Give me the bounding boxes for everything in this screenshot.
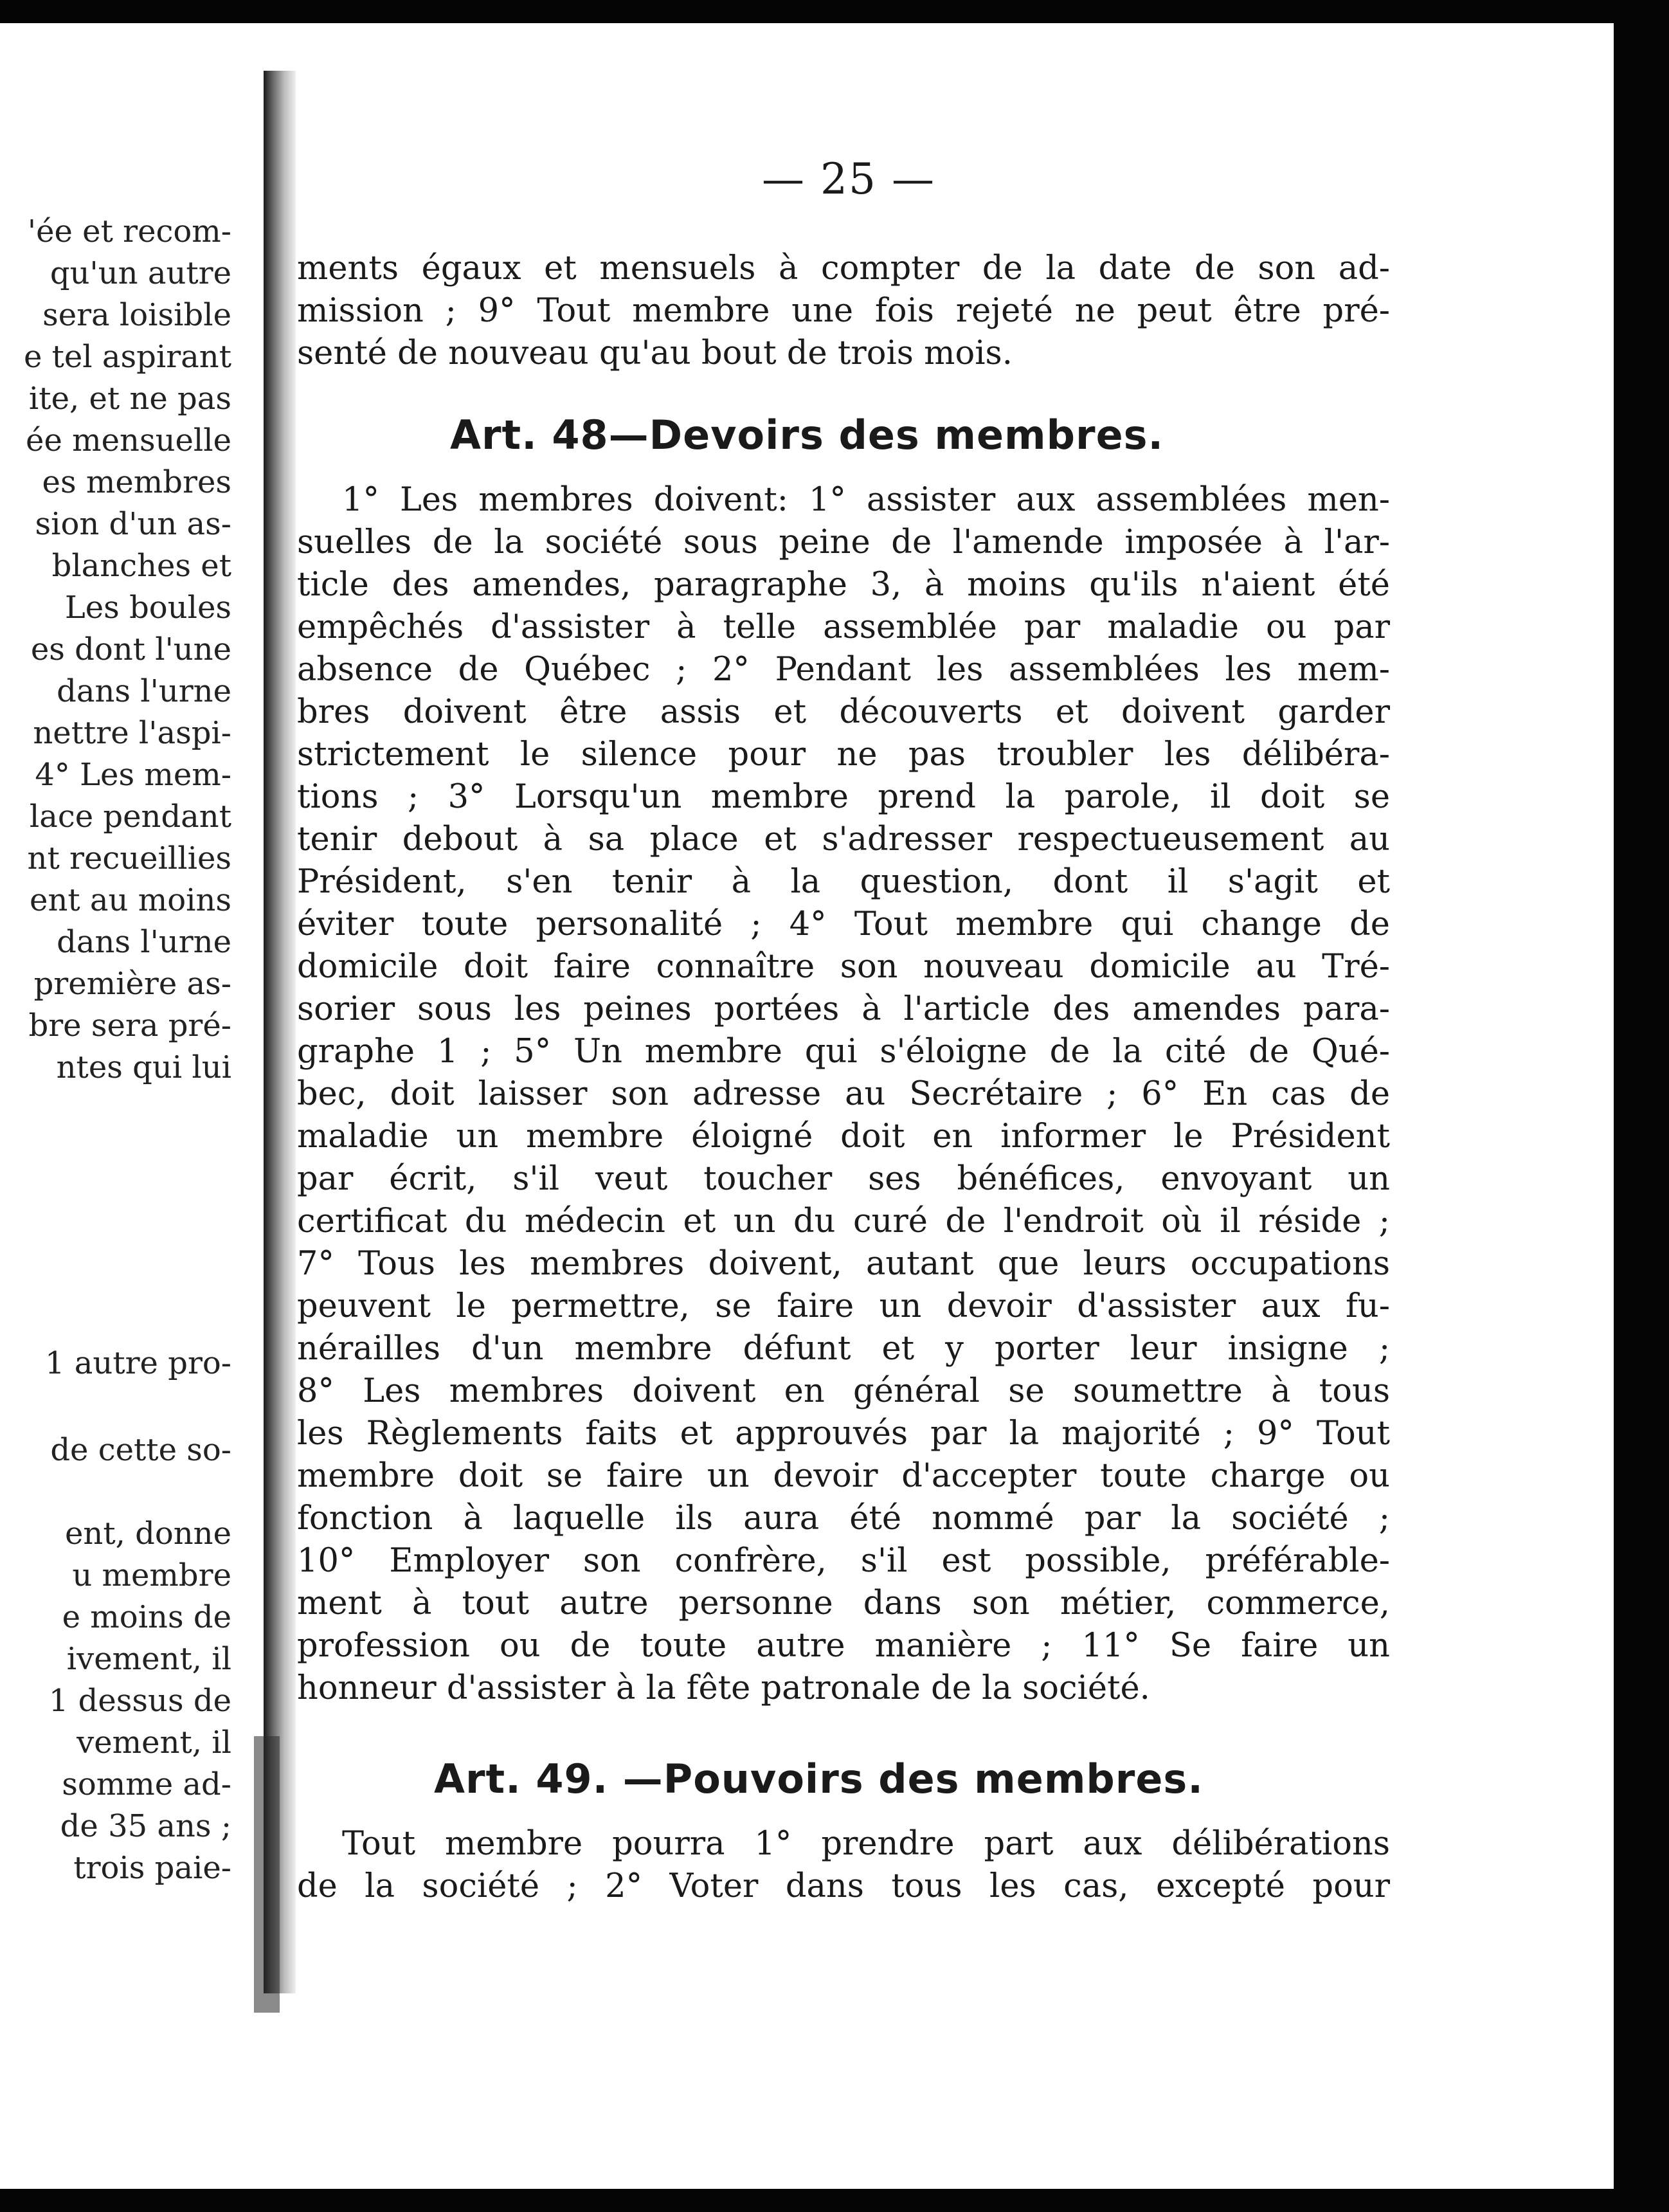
text-line: bec, doit laisser son adresse au Secrétaire ; 6° En cas de	[297, 1075, 1390, 1113]
article-49-heading: Art. 49. —Pouvoirs des membres.	[434, 1755, 1204, 1802]
text-line: 1° Les membres doivent: 1° assister aux assemblées men-	[342, 481, 1390, 519]
facing-line: nt recueillies	[27, 840, 231, 876]
text-line: fonction à laquelle ils aura été nommé par la société ;	[297, 1500, 1390, 1537]
facing-line: u membre	[72, 1557, 231, 1593]
text-line: éviter toute personalité ; 4° Tout membre qui change de	[297, 905, 1390, 943]
text-line: tenir debout à sa place et s'adresser respectueusement au	[297, 820, 1390, 858]
article-48-heading: Art. 48—Devoirs des membres.	[450, 412, 1164, 458]
text-line: empêchés d'assister à telle assemblée par maladie ou par	[297, 608, 1390, 646]
text-line: honneur d'assister à la fête patronale de la société.	[297, 1669, 1150, 1707]
facing-line: dans l'urne	[57, 924, 231, 960]
intro-paragraph	[297, 248, 1390, 375]
text-line: absence de Québec ; 2° Pendant les assemblées les mem-	[297, 651, 1390, 689]
text-line: graphe 1 ; 5° Un membre qui s'éloigne de la cité de Qué-	[297, 1033, 1390, 1071]
text-line: strictement le silence pour ne pas troubler les délibéra-	[297, 736, 1390, 774]
text-line: Président, s'en tenir à la question, dont il s'agit et	[297, 863, 1390, 901]
text-line: senté de nouveau qu'au bout de trois mois.	[297, 334, 1013, 372]
text-line: par écrit, s'il veut toucher ses bénéfices, envoyant un	[297, 1160, 1390, 1198]
text-line: 8° Les membres doivent en général se soumettre à tous	[297, 1372, 1390, 1410]
text-line: nérailles d'un membre défunt et y porter leur insigne ;	[297, 1330, 1390, 1368]
facing-line: Les boules	[64, 590, 231, 626]
article-49-body	[297, 1823, 1390, 1908]
facing-line: nettre l'aspi-	[33, 715, 231, 751]
facing-line: ée mensuelle	[26, 422, 231, 458]
facing-line: de cette so-	[50, 1432, 231, 1468]
facing-line: lace pendant	[29, 799, 231, 835]
facing-line: 1 autre pro-	[44, 1345, 231, 1381]
text-line: membre doit se faire un devoir d'accepter toute charge ou	[297, 1457, 1390, 1495]
text-line: tions ; 3° Lorsqu'un membre prend la parole, il doit se	[297, 778, 1390, 816]
text-line: Tout membre pourra 1° prendre part aux délibérations	[342, 1825, 1390, 1863]
facing-line: e tel aspirant	[23, 339, 231, 375]
page-number: — 25 —	[762, 154, 935, 204]
text-line: 10° Employer son confrère, s'il est possible, préférable-	[297, 1542, 1390, 1580]
facing-line: ivement, il	[66, 1641, 231, 1677]
facing-line: dans l'urne	[57, 673, 231, 709]
facing-line: ent, donne	[65, 1516, 231, 1552]
text-line: ticle des amendes, paragraphe 3, à moins qu'ils n'aient été	[297, 566, 1390, 604]
text-line: maladie un membre éloigné doit en informer le Président	[297, 1118, 1390, 1156]
facing-line: es dont l'une	[30, 631, 231, 667]
facing-line: trois paie-	[73, 1850, 231, 1886]
text-line: ment à tout autre personne dans son métier, commerce,	[297, 1584, 1390, 1622]
facing-line: somme ad-	[62, 1766, 231, 1802]
facing-line: sion d'un as-	[35, 506, 231, 542]
facing-line: ite, et ne pas	[28, 381, 231, 417]
text-line: domicile doit faire connaître son nouveau domicile au Tré-	[297, 948, 1390, 986]
text-line: bres doivent être assis et découverts et doivent garder	[297, 693, 1390, 731]
text-line: de la société ; 2° Voter dans tous les cas, excepté pour	[297, 1867, 1390, 1905]
text-line: sorier sous les peines portées à l'article des amendes para-	[297, 990, 1390, 1028]
facing-page	[0, 0, 257, 2212]
facing-line: 'ée et recom-	[27, 213, 231, 249]
facing-line: e moins de	[62, 1599, 231, 1635]
facing-line: de 35 ans ;	[60, 1808, 231, 1844]
facing-line: blanches et	[51, 548, 231, 584]
facing-line: ntes qui lui	[56, 1049, 231, 1085]
facing-line: 1 dessus de	[48, 1683, 231, 1719]
page-fold-underlay	[254, 1736, 280, 2013]
text-line: peuvent le permettre, se faire un devoir d'assister aux fu-	[297, 1287, 1390, 1325]
text-line: mission ; 9° Tout membre une fois rejeté ne peut être pré-	[297, 292, 1390, 330]
article-48-body	[297, 479, 1390, 1710]
page-fold-shadow	[264, 71, 296, 1993]
facing-line: ent au moins	[30, 882, 231, 918]
text-line: profession ou de toute autre manière ; 11° Se faire un	[297, 1627, 1390, 1665]
text-line: certificat du médecin et un du curé de l'endroit où il réside ;	[297, 1202, 1390, 1240]
facing-line: 4° Les mem-	[35, 757, 231, 793]
text-line: 7° Tous les membres doivent, autant que leurs occupations	[297, 1245, 1390, 1283]
facing-line: vement, il	[77, 1725, 231, 1761]
text-line: ments égaux et mensuels à compter de la date de son ad-	[297, 249, 1390, 287]
facing-line: es membres	[42, 464, 231, 500]
facing-line: bre sera pré-	[28, 1008, 231, 1044]
facing-line: sera loisible	[42, 297, 231, 333]
facing-line: première as-	[33, 966, 231, 1002]
text-line: suelles de la société sous peine de l'amende imposée à l'ar-	[297, 523, 1390, 561]
text-line: les Règlements faits et approuvés par la majorité ; 9° Tout	[297, 1415, 1390, 1453]
scan-border-right	[1614, 0, 1669, 2212]
facing-line: qu'un autre	[50, 255, 231, 291]
